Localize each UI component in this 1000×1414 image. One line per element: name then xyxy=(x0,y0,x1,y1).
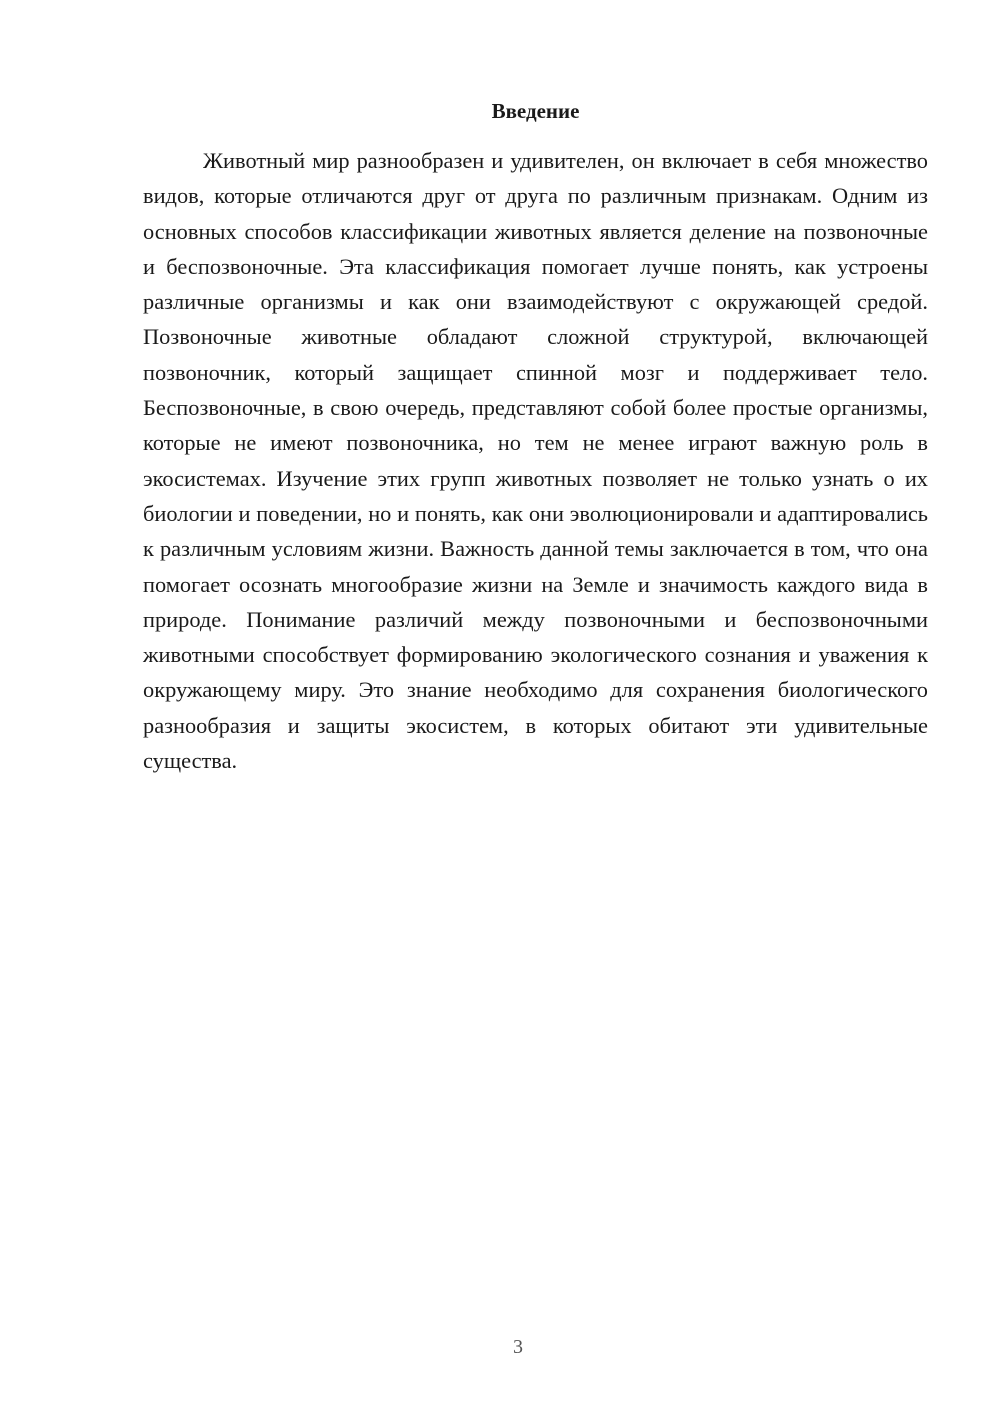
section-heading: Введение xyxy=(491,99,580,123)
body-paragraph: Животный мир разнообразен и удивителен, он включает в себя множество видов, которые отличаются друг от друга по различным признакам. Одним из основных способов классификации животных является деление на позвоночные и беспозвоночные. Эта классификация помогает лучше понять, как устроены различные организмы и как они взаимодействуют с окружающей средой. Позвоночные животные обладают сложной структурой, включающей позвоночник, который защищает спинной мозг и поддерживает тело. Беспозвоночные, в свою очередь, представляют собой более простые организмы, которые не имеют позвоночника, но тем не менее играют важную роль в экосистемах. Изучение этих групп животных позволяет не только узнать о их биологии и поведении, но и понять, как они эволюционировали и адаптировались к различным условиям жизни. Важность данной темы заключается в том, что она помогает осознать многообразие жизни на Земле и значимость каждого вида в природе. Понимание различий между позвоночными и беспозвоночными животными способствует формированию экологического сознания и уважения к окружающему миру. Это знание необходимо для сохранения биологического разнообразия и защиты экосистем, в которых обитают эти удивительные существа. xyxy=(143,148,928,774)
page-number: 3 xyxy=(513,1336,523,1358)
